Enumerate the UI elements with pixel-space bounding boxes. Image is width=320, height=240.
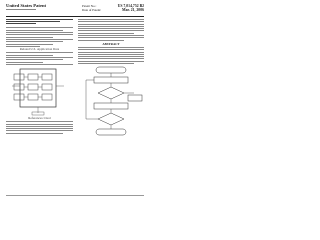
header-rule xyxy=(6,16,144,17)
abstract-heading: ABSTRACT xyxy=(102,41,120,46)
references-heading: References Cited xyxy=(28,116,51,121)
patent-number: US 7,014,752 B2 xyxy=(117,4,144,8)
bibliographic-column xyxy=(6,19,73,135)
patent-date-label: Date of Patent: xyxy=(82,8,102,12)
patent-number-label: Patent No.: xyxy=(82,4,97,8)
patent-date-row xyxy=(82,8,144,12)
patent-front-page xyxy=(0,0,149,198)
patent-office-title: United States Patent xyxy=(6,3,47,8)
block-diagram-figure xyxy=(6,66,73,116)
inventor-line xyxy=(6,9,46,10)
patent-date: Mar. 21, 2006 xyxy=(121,8,144,12)
patent-header-right xyxy=(82,4,144,12)
abstract-column xyxy=(78,19,144,137)
related-data-heading: Related U.S. Application Data xyxy=(19,47,60,52)
patent-header-left xyxy=(6,4,46,11)
flowchart-figure xyxy=(78,65,144,137)
